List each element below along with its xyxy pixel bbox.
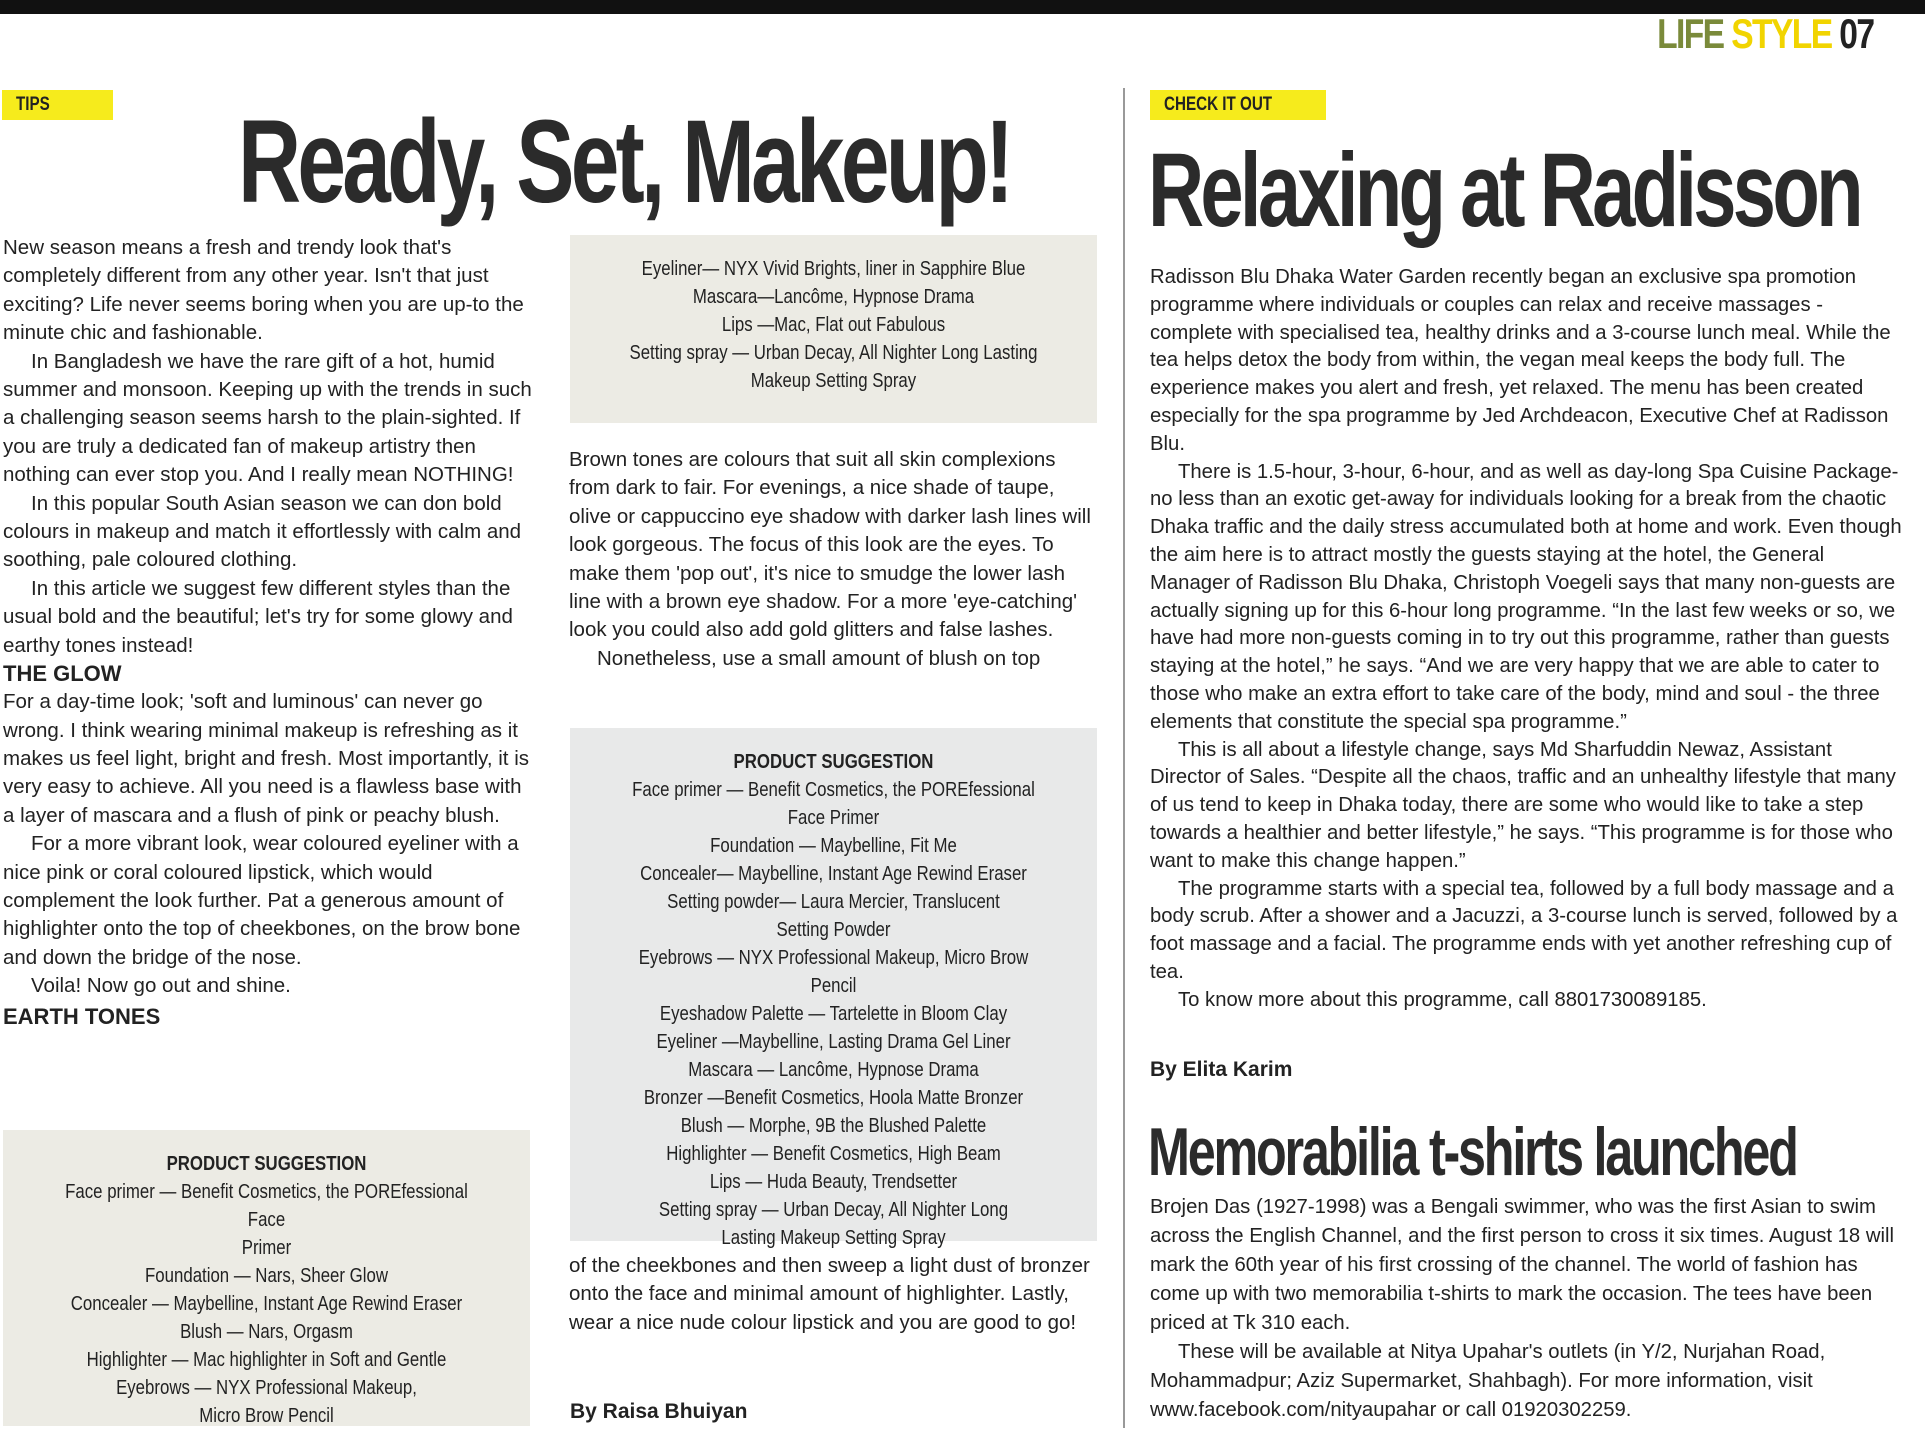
product-line: Highlighter — Benefit Cosmetics, High Beam bbox=[666, 1142, 1001, 1165]
product-suggestion-title: PRODUCT SUGGESTION bbox=[166, 1152, 367, 1175]
product-line: Setting spray — Urban Decay, All Nighter Long Lasting bbox=[629, 341, 1038, 364]
product-line: Face primer — Benefit Cosmetics, the POREfessional Face bbox=[65, 1180, 468, 1231]
product-line: Makeup Setting Spray bbox=[750, 369, 917, 392]
section-masthead bbox=[1657, 10, 1873, 58]
product-line: Lips — Huda Beauty, Trendsetter bbox=[709, 1170, 958, 1193]
paragraph: Brown tones are colours that suit all skin complexions from dark to fair. For evenings, a nice shade of taupe, olive or cappuccino eye shadow with darker lash lines will look gorgeous. The focus of this look are the eyes. To make them 'pop out', it's nice to smudge the lower lash line with a brown eye shadow. For a more 'eye-catching' look you could also add gold glitters and false lashes. bbox=[569, 448, 1091, 642]
tips-tag-label: TIPS bbox=[16, 94, 50, 115]
radisson-headline: Relaxing at Radisson bbox=[1148, 132, 1860, 249]
makeup-column-2-end bbox=[569, 1252, 1099, 1337]
product-line: Eyeliner —Maybelline, Lasting Drama Gel Liner bbox=[656, 1030, 1011, 1053]
product-suggestion-box-glow bbox=[3, 1130, 530, 1426]
top-border bbox=[0, 0, 1925, 14]
product-line: Bronzer —Benefit Cosmetics, Hoola Matte Bronzer bbox=[643, 1086, 1024, 1109]
product-line: Eyebrows — NYX Professional Makeup, Micro Brow Pencil bbox=[638, 946, 1029, 997]
paragraph: Brojen Das (1927-1998) was a Bengali swimmer, who was the first Asian to swim across the English Channel, and the first person to cross it six times. August 18 will mark the 60th year of his first crossing of the channel. The world of fashion has come up with two memorabilia t-shirts to mark the occasion. The tees have been priced at Tk 310 each. bbox=[1150, 1196, 1894, 1334]
paragraph: This is all about a lifestyle change, says Md Sharfuddin Newaz, Assistant Director of Sales. “Despite all the chaos, traffic and an unhealthy lifestyle that many of us tend to keep in Dhaka today, there are some who would like to take a step towards a healthier and better lifestyle,” he says. “This programme is for those who want to make this change happen.” bbox=[1150, 738, 1896, 872]
product-line: Setting powder— Laura Mercier, Translucent bbox=[667, 890, 1000, 913]
product-line: Mascara—Lancôme, Hypnose Drama bbox=[692, 285, 975, 308]
paragraph: There is 1.5-hour, 3-hour, 6-hour, and as well as day-long Spa Cuisine Package- no less than an exotic get-away for individuals looking for a break from the chaotic Dhaka traffic and the daily stress accumulated both at home and work. Even though the aim here is to attract mostly the guests staying at the hotel, the General Manager of Radisson Blu Dhaka, Christoph Voegeli says that many non-guests are actually signing up for this 6-hour long programme. “In the last few weeks or so, we have had more non-guests coming in to try out this programme, rather than guests staying at the hotel,” he says. “And we are very happy that we are able to cater to those who make an extra effort to take care of the body, mind and soul - the three elements that constitute the special spa programme.” bbox=[1150, 460, 1902, 733]
paragraph: For a day-time look; 'soft and luminous' can never go wrong. I think wearing minimal makeup is refreshing as it makes us feel light, bright and fresh. Most importantly, it is very easy to achieve. All you need is a flawless base with a layer of mascara and a flush of pink or peachy blush. bbox=[3, 690, 530, 827]
product-line: Mascara — Lancôme, Hypnose Drama bbox=[688, 1058, 979, 1081]
memorabilia-headline: Memorabilia t-shirts launched bbox=[1148, 1114, 1797, 1190]
paragraph: of the cheekbones and then sweep a light dust of bronzer onto the face and minimal amount of highlighter. Lastly, wear a nice nude colour lipstick and you are good to go! bbox=[569, 1254, 1090, 1334]
product-line: Lips —Mac, Flat out Fabulous bbox=[721, 313, 946, 336]
product-line: Highlighter — Mac highlighter in Soft and Gentle bbox=[86, 1348, 447, 1371]
product-suggestion-title: PRODUCT SUGGESTION bbox=[733, 750, 934, 773]
memorabilia-body bbox=[1150, 1193, 1908, 1425]
paragraph: New season means a fresh and trendy look that's completely different from any other year. Isn't that just exciting? Life never seems boring when you are up-to the minute chic and fashionable. bbox=[3, 236, 524, 345]
tips-tag bbox=[2, 90, 113, 120]
product-line: Blush — Nars, Orgasm bbox=[180, 1320, 353, 1343]
product-suggestion-box-earth bbox=[570, 728, 1097, 1249]
paragraph: In Bangladesh we have the rare gift of a hot, humid summer and monsoon. Keeping up with the trends in such a challenging season seems harsh to the plain-sighted. If you are truly a dedicated fan of makeup artistry then nothing can ever stop you. And I really mean NOTHING! bbox=[3, 349, 532, 487]
radisson-byline: By Elita Karim bbox=[1150, 1058, 1293, 1081]
paragraph: In this article we suggest few different styles than the usual bold and the beautiful; let's try for some glowy and earthy tones instead! bbox=[3, 576, 513, 657]
product-line: Setting spray — Urban Decay, All Nighter Long bbox=[658, 1198, 1009, 1221]
product-line: Primer bbox=[241, 1236, 292, 1259]
paragraph: In this popular South Asian season we can don bold colours in makeup and match it effortlessly with calm and soothing, pale coloured clothing. bbox=[3, 491, 522, 572]
masthead-life: LIFE bbox=[1656, 10, 1724, 57]
product-line: Foundation — Nars, Sheer Glow bbox=[145, 1264, 388, 1287]
product-line: Lasting Makeup Setting Spray bbox=[721, 1226, 946, 1249]
makeup-headline: Ready, Set, Makeup! bbox=[238, 96, 1011, 228]
product-line: Concealer— Maybelline, Instant Age Rewind Eraser bbox=[640, 862, 1027, 885]
paragraph: The programme starts with a special tea, followed by a full body massage and a body scrub. After a shower and a Jacuzzi, a 3-course lunch is served, followed by a foot massage and a facial. The programme ends with yet another refreshing cup of tea. bbox=[1150, 877, 1898, 983]
paragraph: Voila! Now go out and shine. bbox=[31, 974, 291, 998]
product-line: Face Primer bbox=[787, 806, 880, 829]
earth-tones-heading: EARTH TONES bbox=[3, 1003, 161, 1029]
column-divider bbox=[1123, 88, 1125, 1428]
paragraph: To know more about this programme, call 8801730089185. bbox=[1178, 988, 1707, 1011]
product-line: Concealer — Maybelline, Instant Age Rewind Eraser bbox=[70, 1292, 463, 1315]
product-line: Eyebrows — NYX Professional Makeup, bbox=[116, 1376, 417, 1399]
paragraph: For a more vibrant look, wear coloured eyeliner with a nice pink or coral coloured lipstick, which would complement the look further. Pat a generous amount of highlighter onto the top of cheekbones, on the brow bone and down the bridge of the nose. bbox=[3, 832, 521, 969]
product-line: Micro Brow Pencil bbox=[199, 1404, 334, 1427]
paragraph: These will be available at Nitya Upahar's outlets (in Y/2, Nurjahan Road, Mohammadpur; Aziz Supermarket, Shahbagh). For more information, visit www.facebook.com/nityaupahar or call 01920302259. bbox=[1150, 1341, 1826, 1421]
product-line: Eyeliner— NYX Vivid Brights, liner in Sapphire Blue bbox=[641, 257, 1026, 280]
check-it-out-tag bbox=[1150, 90, 1326, 120]
paragraph: Radisson Blu Dhaka Water Garden recently began an exclusive spa promotion programme where individuals or couples can relax and receive massages - complete with specialised tea, healthy drinks and a 3-course lunch meal. While the tea helps detox the body from within, the vegan meal keeps the body full. The experience makes you alert and fresh, yet relaxed. The menu has been created especially for the spa programme by Jed Archdeacon, Executive Chef at Radisson Blu. bbox=[1150, 266, 1891, 455]
makeup-column-2 bbox=[569, 446, 1099, 673]
paragraph: Nonetheless, use a small amount of blush on top bbox=[597, 646, 1041, 670]
check-it-out-tag-label: CHECK IT OUT bbox=[1164, 94, 1273, 115]
product-line: Eyeshadow Palette — Tartelette in Bloom Clay bbox=[659, 1002, 1008, 1025]
product-line: Face primer — Benefit Cosmetics, the POREfessional bbox=[632, 778, 1035, 801]
product-line: Foundation — Maybelline, Fit Me bbox=[710, 834, 957, 857]
glow-heading: THE GLOW bbox=[3, 661, 122, 687]
makeup-byline: By Raisa Bhuiyan bbox=[570, 1400, 748, 1423]
product-line: Blush — Morphe, 9B the Blushed Palette bbox=[680, 1114, 987, 1137]
product-line: Setting Powder bbox=[776, 918, 891, 941]
masthead-style: STYLE bbox=[1730, 10, 1832, 57]
radisson-body bbox=[1150, 264, 1908, 1015]
product-suggestion-box-glow-continued bbox=[570, 235, 1097, 423]
page-number: 07 bbox=[1838, 10, 1873, 57]
makeup-column-1 bbox=[3, 234, 535, 1031]
